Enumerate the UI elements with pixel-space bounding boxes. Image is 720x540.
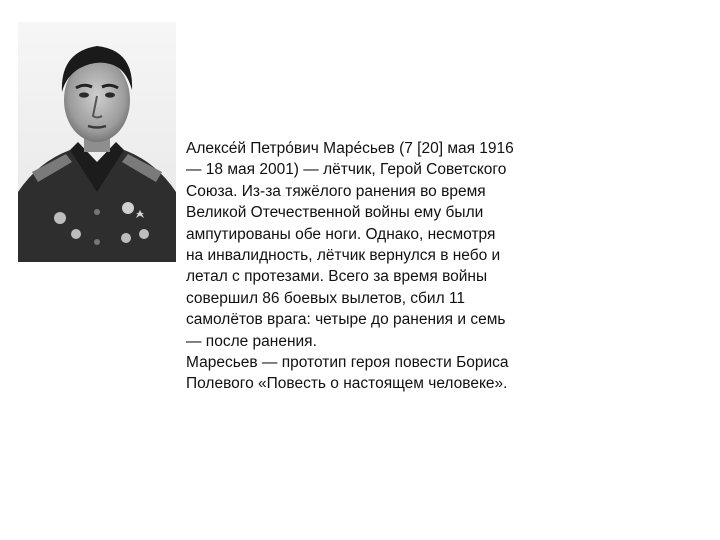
portrait-photo: [18, 22, 176, 262]
prototype-paragraph: Маресьев — прототип героя повести Бориса Полевого «Повесть о настоящем человеке».: [186, 354, 509, 393]
biography-paragraph: Алексе́й Петро́вич Маре́сьев (7 [20] мая 1916 — 18 мая 2001) — лётчик, Герой Советского Союза. Из-за тяжёлого ранения во время Великой Отечественной войны ему были ампутированы обе ноги. Однако, несмотря на инвалидность, лётчик вернулся в небо и летал с протезами. Всего за время войны совершил 86 боевых вылетов, сбил 11 самолётов врага: четыре до ранения и семь — после ранения.: [186, 140, 514, 350]
biography-text: [186, 138, 546, 395]
portrait-image: [18, 22, 176, 262]
